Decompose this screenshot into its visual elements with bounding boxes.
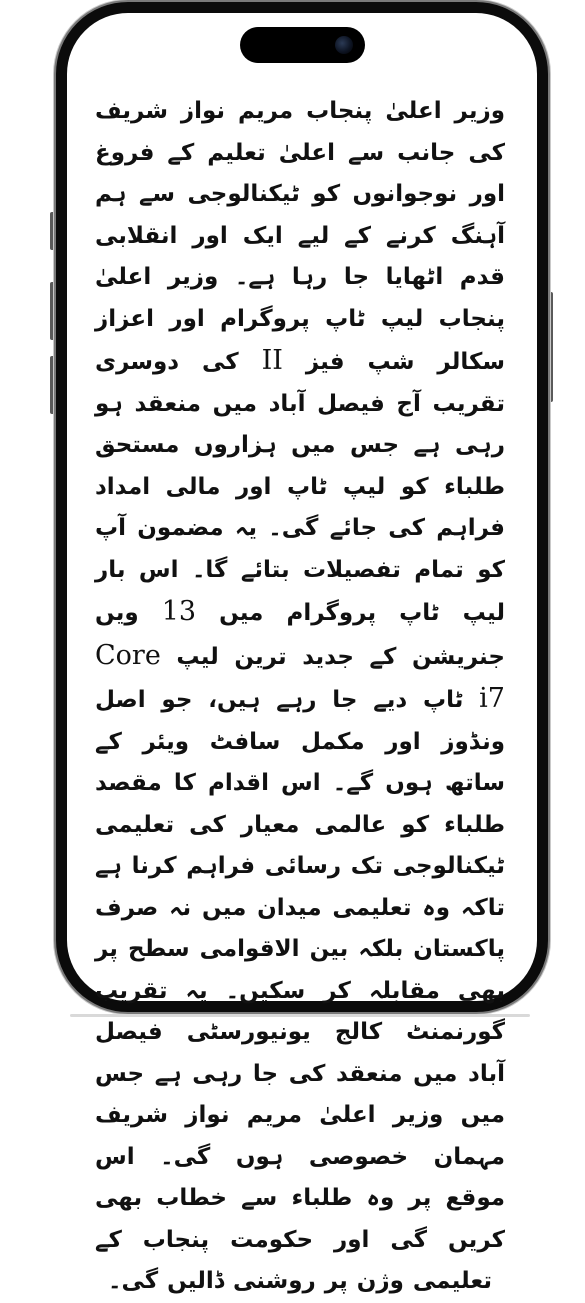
article-text-1: وزیر اعلیٰ پنجاب مریم نواز شریف کی جانب سے اعلیٰ تعلیم کے فروغ اور نوجوانوں کو ٹیکنالوجی سے ہم آہنگ کرنے کے لیے ایک اور انقلابی قدم اٹھایا جا رہا ہے۔ وزیر اعلیٰ پنجاب لیپ ٹاپ پروگرام اور اعزاز سکالر شپ فیز xyxy=(95,98,505,375)
article-text-3: ویں جنریشن کے جدید ترین لیپ xyxy=(95,600,505,670)
generation-number: 13 xyxy=(161,596,197,627)
article-text-2: کی دوسری تقریب آج فیصل آباد میں منعقد ہو رہی ہے جس میں ہزاروں مستحق طلباء کو لیپ ٹاپ اور مالی امداد فراہم کی جائے گی۔ یہ مضمون آپ کو تمام تفصیلات بتائے گا۔ اس بار لیپ ٹاپ پروگرام میں xyxy=(95,349,505,626)
processor-model: Core i7 xyxy=(95,639,505,714)
phone-frame xyxy=(56,2,548,1294)
article-body xyxy=(95,91,505,1294)
home-indicator xyxy=(70,1014,530,1017)
phase-number: II xyxy=(261,345,283,376)
dynamic-island xyxy=(240,27,365,63)
article-paragraph xyxy=(95,91,505,1303)
front-camera-icon xyxy=(335,36,353,54)
article-text-4: ٹاپ دیے جا رہے ہیں، جو اصل ونڈوز اور مکمل سافٹ ویئر کے ساتھ ہوں گے۔ اس اقدام کا مقصد طلباء کو عالمی معیار کی تعلیمی ٹیکنالوجی تک رسائی فراہم کرنا ہے تاکہ وہ تعلیمی میدان میں نہ صرف پاکستان بلکہ بین الاقوامی سطح پر بھی مقابلہ کر سکیں۔ یہ تقریب گورنمنٹ کالج یونیورسٹی فیصل آباد میں منعقد کی جا رہی ہے جس میں وزیر اعلیٰ مریم نواز شریف مہمان خصوصی ہوں گی۔ اس موقع پر وہ طلباء سے خطاب بھی کریں گی اور حکومت پنجاب کے تعلیمی وژن پر روشنی ڈالیں گی۔ xyxy=(95,687,505,1294)
